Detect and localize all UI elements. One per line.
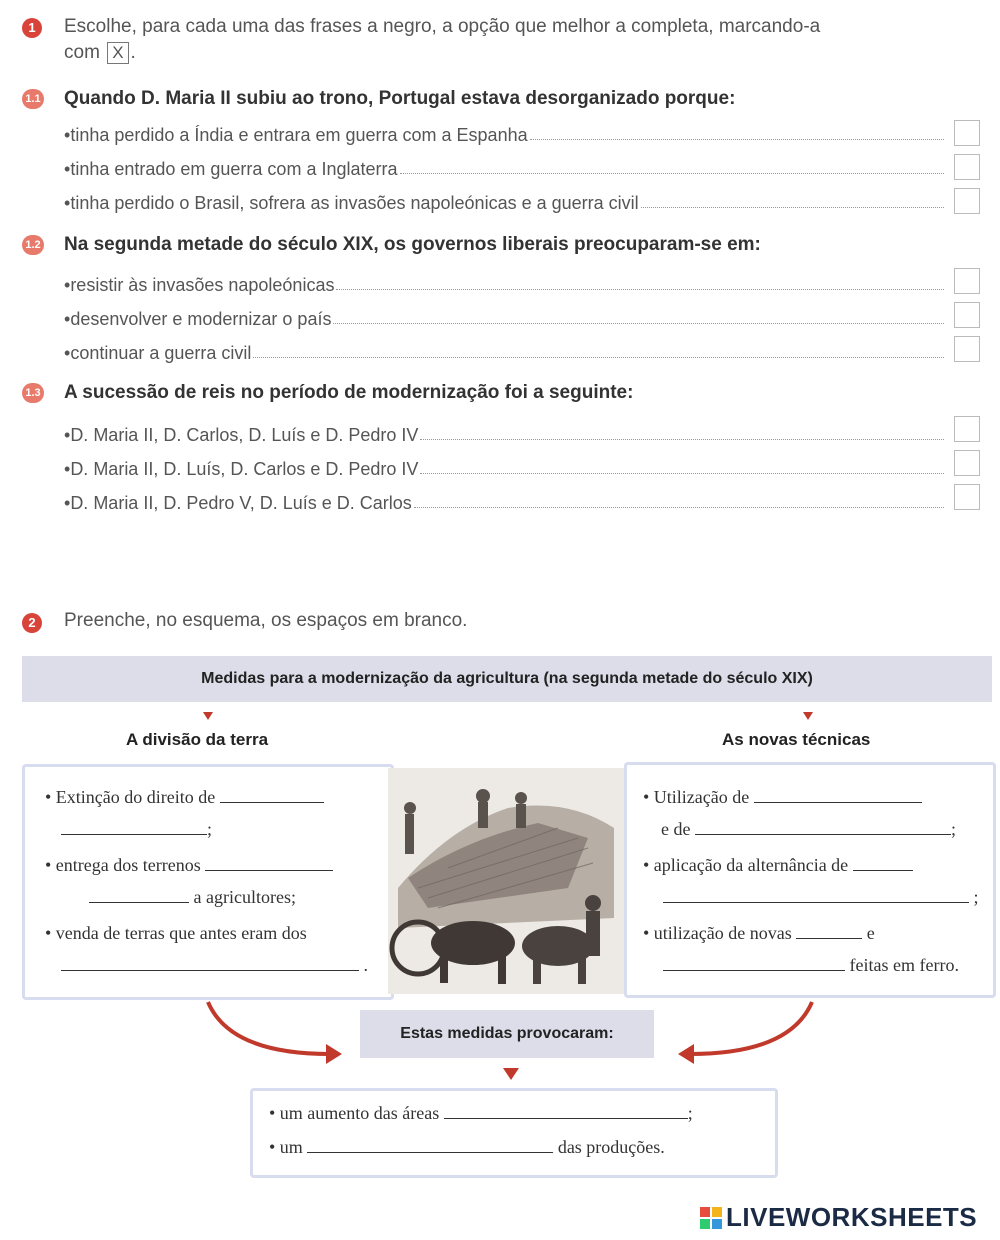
- answer-checkbox[interactable]: [954, 120, 980, 146]
- option-row: • D. Maria II, D. Carlos, D. Luís e D. Pedro IV: [64, 418, 946, 446]
- dotted-leader: [420, 439, 944, 440]
- option-row: • resistir às invasões napoleónicas: [64, 268, 946, 296]
- option-text: continuar a guerra civil: [70, 343, 252, 363]
- fill-blank[interactable]: [307, 1152, 553, 1153]
- fill-blank[interactable]: [695, 834, 951, 835]
- consequences-heading: Estas medidas provocaram:: [360, 1010, 654, 1058]
- liveworksheets-logo: [700, 1202, 977, 1233]
- land-division-box: [22, 764, 394, 1000]
- option-row: • D. Maria II, D. Pedro V, D. Luís e D. Carlos: [64, 486, 946, 514]
- answer-checkbox[interactable]: [954, 450, 980, 476]
- bottom-line-1-end: ;: [687, 1103, 693, 1123]
- dotted-leader: [253, 357, 944, 358]
- dotted-leader: [333, 323, 944, 324]
- question-number-badge: 2: [22, 613, 42, 633]
- option-text: tinha entrado em guerra com a Inglaterra: [70, 159, 398, 179]
- fill-blank[interactable]: [61, 970, 359, 971]
- subquestion-text: Quando D. Maria II subiu ao trono, Portugal estava desorganizado porque:: [64, 88, 736, 109]
- new-techniques-box: [624, 762, 996, 998]
- dotted-leader: [420, 473, 944, 474]
- liveworksheets-logo-icon: [700, 1207, 722, 1229]
- option-text: resistir às invasões napoleónicas: [70, 275, 335, 295]
- curved-arrow-icon: [190, 996, 360, 1066]
- option-row: • tinha entrado em guerra com a Inglaterra: [64, 152, 946, 180]
- right-line-5: • utilização de novas: [643, 923, 792, 943]
- answer-checkbox[interactable]: [954, 336, 980, 362]
- option-row: • tinha perdido a Índia e entrara em guerra com a Espanha: [64, 118, 946, 146]
- answer-checkbox[interactable]: [954, 416, 980, 442]
- arrow-down-icon: [803, 712, 813, 720]
- consequences-box: [250, 1088, 778, 1178]
- left-line-3: • entrega dos terrenos: [45, 855, 201, 875]
- option-row: • tinha perdido o Brasil, sofrera as invasões napoleónicas e a guerra civil: [64, 186, 946, 214]
- right-line-6: feitas em ferro.: [849, 955, 959, 975]
- subquestion-text: Na segunda metade do século XIX, os governos liberais preocuparam-se em:: [64, 234, 761, 255]
- bottom-line-2-end: das produções.: [557, 1137, 665, 1157]
- instruction-line-1: Escolhe, para cada uma das frases a negro, a opção que melhor a completa, marcando-a: [64, 16, 821, 37]
- option-text: desenvolver e modernizar o país: [70, 309, 332, 329]
- right-line-3: • aplicação da alternância de: [643, 855, 849, 875]
- fill-blank[interactable]: [663, 902, 969, 903]
- option-row: • continuar a guerra civil: [64, 336, 946, 364]
- scheme-banner: Medidas para a modernização da agricultura (na segunda metade do século XIX): [22, 656, 992, 702]
- fill-blank[interactable]: [89, 902, 189, 903]
- answer-checkbox[interactable]: [954, 154, 980, 180]
- right-line-2: e de: [661, 819, 691, 839]
- subquestion-badge: 1.1: [22, 89, 44, 109]
- right-line-1: • Utilização de: [643, 787, 750, 807]
- left-line-1: • Extinção do direito de: [45, 787, 216, 807]
- right-heading: As novas técnicas: [722, 730, 871, 749]
- left-line-4: a agricultores;: [193, 887, 296, 907]
- option-row: • D. Maria II, D. Luís, D. Carlos e D. Pedro IV: [64, 452, 946, 480]
- option-text: D. Maria II, D. Luís, D. Carlos e D. Pedro IV: [70, 459, 419, 479]
- answer-checkbox[interactable]: [954, 268, 980, 294]
- fill-blank[interactable]: [663, 970, 845, 971]
- option-text: D. Maria II, D. Carlos, D. Luís e D. Pedro IV: [70, 425, 419, 445]
- left-line-6-end: .: [363, 955, 368, 975]
- subquestion-badge: 1.2: [22, 235, 44, 255]
- dotted-leader: [414, 507, 944, 508]
- fill-blank[interactable]: [61, 834, 207, 835]
- answer-checkbox[interactable]: [954, 302, 980, 328]
- ox-cart-photo: [388, 768, 624, 994]
- answer-checkbox[interactable]: [954, 188, 980, 214]
- answer-checkbox[interactable]: [954, 484, 980, 510]
- dotted-leader: [400, 173, 945, 174]
- x-mark-sample: X: [107, 42, 128, 64]
- fill-blank[interactable]: [853, 870, 913, 871]
- question-number-badge: 1: [22, 18, 42, 38]
- fill-blank[interactable]: [220, 802, 324, 803]
- arrow-down-icon: [203, 712, 213, 720]
- fill-blank[interactable]: [754, 802, 922, 803]
- fill-blank[interactable]: [796, 938, 862, 939]
- dotted-leader: [530, 139, 944, 140]
- instruction-line-2: com: [64, 42, 100, 63]
- left-line-5: • venda de terras que antes eram dos: [45, 923, 307, 943]
- subquestion-text: A sucessão de reis no período de modernização foi a seguinte:: [64, 382, 634, 403]
- dotted-leader: [641, 207, 944, 208]
- fill-blank[interactable]: [205, 870, 333, 871]
- bottom-line-1: • um aumento das áreas: [269, 1103, 440, 1123]
- instruction-end: .: [130, 42, 136, 63]
- left-heading: A divisão da terra: [126, 730, 269, 749]
- fill-blank[interactable]: [444, 1118, 688, 1119]
- brand-name: LIVEWORKSHEETS: [726, 1202, 978, 1232]
- question-2-instruction: Preenche, no esquema, os espaços em branco.: [64, 610, 468, 631]
- right-line-2-end: ;: [950, 819, 956, 839]
- bottom-line-2: • um: [269, 1137, 303, 1157]
- right-line-4-end: ;: [973, 887, 979, 907]
- arrow-down-icon: [503, 1068, 519, 1080]
- option-text: tinha perdido o Brasil, sofrera as invasões napoleónicas e a guerra civil: [70, 193, 639, 213]
- question-1-instruction: [64, 14, 820, 66]
- right-line-5-end: e: [866, 923, 875, 943]
- option-text: D. Maria II, D. Pedro V, D. Luís e D. Carlos: [70, 493, 412, 513]
- left-line-2-end: ;: [207, 819, 213, 839]
- option-row: • desenvolver e modernizar o país: [64, 302, 946, 330]
- subquestion-badge: 1.3: [22, 383, 44, 403]
- option-text: tinha perdido a Índia e entrara em guerra com a Espanha: [70, 125, 528, 145]
- dotted-leader: [336, 289, 944, 290]
- curved-arrow-icon: [660, 996, 830, 1066]
